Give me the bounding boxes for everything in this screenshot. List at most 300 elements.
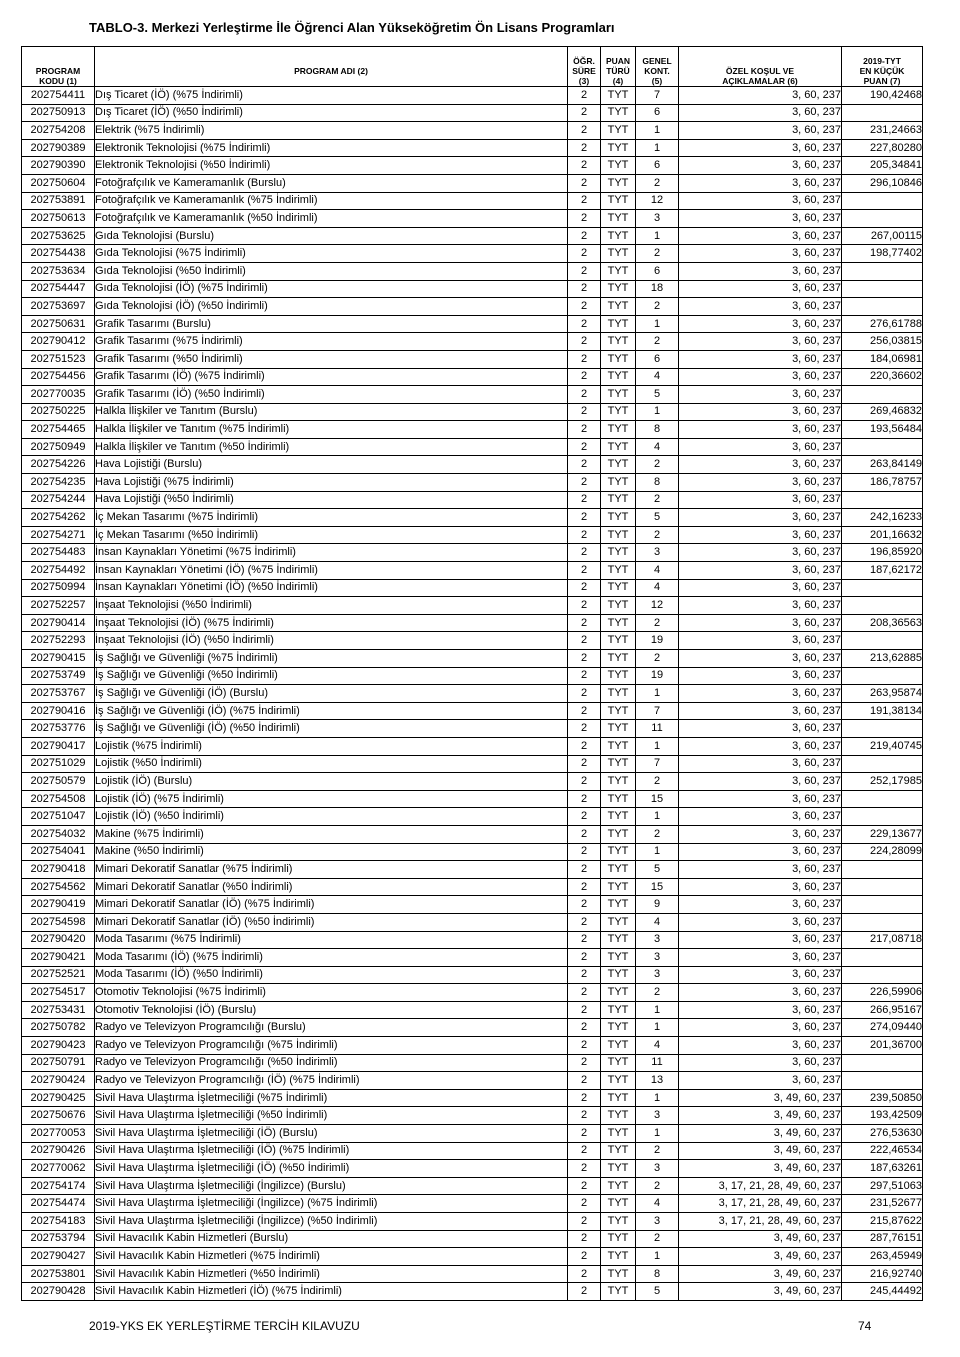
cell-program-code: 202750631 [22, 315, 95, 333]
cell-program-code: 202790418 [22, 861, 95, 879]
cell-duration: 2 [568, 315, 601, 333]
header-special-conditions [679, 47, 842, 87]
cell-program-code: 202752521 [22, 966, 95, 984]
cell-program-code: 202751029 [22, 755, 95, 773]
cell-score-type: TYT [601, 491, 636, 509]
cell-program-code: 202754032 [22, 825, 95, 843]
cell-score-type: TYT [601, 667, 636, 685]
cell-quota: 1 [636, 1089, 679, 1107]
cell-score-type: TYT [601, 1265, 636, 1283]
cell-special-conditions: 3, 60, 237 [679, 755, 842, 773]
cell-duration: 2 [568, 298, 601, 316]
table-row [22, 386, 923, 404]
cell-duration: 2 [568, 790, 601, 808]
cell-duration: 2 [568, 403, 601, 421]
cell-special-conditions: 3, 60, 237 [679, 350, 842, 368]
cell-special-conditions: 3, 60, 237 [679, 843, 842, 861]
cell-special-conditions: 3, 49, 60, 237 [679, 1265, 842, 1283]
cell-score-type: TYT [601, 280, 636, 298]
cell-program-code: 202754483 [22, 544, 95, 562]
table-row [22, 192, 923, 210]
cell-special-conditions: 3, 60, 237 [679, 614, 842, 632]
cell-program-name: Grafik Tasarımı (İÖ) (%75 İndirimli) [95, 368, 568, 386]
cell-program-code: 202754271 [22, 526, 95, 544]
cell-score-type: TYT [601, 562, 636, 580]
cell-quota: 12 [636, 597, 679, 615]
table-row [22, 667, 923, 685]
table-row [22, 808, 923, 826]
cell-quota: 3 [636, 966, 679, 984]
cell-program-code: 202790414 [22, 614, 95, 632]
cell-min-score: 191,38134 [842, 702, 923, 720]
cell-program-code: 202754174 [22, 1177, 95, 1195]
cell-min-score: 296,10846 [842, 174, 923, 192]
table-row [22, 702, 923, 720]
cell-min-score [842, 896, 923, 914]
cell-duration: 2 [568, 825, 601, 843]
cell-quota: 1 [636, 685, 679, 703]
table-row [22, 491, 923, 509]
cell-duration: 2 [568, 157, 601, 175]
cell-min-score: 226,59906 [842, 984, 923, 1002]
cell-program-code: 202754447 [22, 280, 95, 298]
table-row [22, 333, 923, 351]
cell-score-type: TYT [601, 1054, 636, 1072]
cell-min-score: 201,16632 [842, 526, 923, 544]
cell-special-conditions: 3, 60, 237 [679, 526, 842, 544]
cell-special-conditions: 3, 60, 237 [679, 650, 842, 668]
cell-program-code: 202753431 [22, 1001, 95, 1019]
cell-score-type: TYT [601, 861, 636, 879]
cell-min-score: 239,50850 [842, 1089, 923, 1107]
cell-duration: 2 [568, 368, 601, 386]
cell-special-conditions: 3, 60, 237 [679, 245, 842, 263]
cell-special-conditions: 3, 49, 60, 237 [679, 1160, 842, 1178]
cell-special-conditions: 3, 60, 237 [679, 544, 842, 562]
table-row [22, 1089, 923, 1107]
cell-program-code: 202750994 [22, 579, 95, 597]
cell-duration: 2 [568, 421, 601, 439]
cell-min-score: 256,03815 [842, 333, 923, 351]
cell-score-type: TYT [601, 1160, 636, 1178]
cell-duration: 2 [568, 632, 601, 650]
cell-special-conditions: 3, 60, 237 [679, 139, 842, 157]
cell-special-conditions: 3, 60, 237 [679, 1037, 842, 1055]
cell-program-code: 202750782 [22, 1019, 95, 1037]
table-row [22, 1072, 923, 1090]
cell-quota: 1 [636, 139, 679, 157]
cell-program-name: Mimari Dekoratif Sanatlar (%50 İndirimli) [95, 878, 568, 896]
cell-quota: 2 [636, 333, 679, 351]
header-line: KONT. [644, 66, 670, 76]
cell-min-score [842, 491, 923, 509]
table-row [22, 878, 923, 896]
cell-min-score [842, 262, 923, 280]
cell-program-name: Sivil Havacılık Kabin Hizmetleri (İÖ) (%75 İndirimli) [95, 1283, 568, 1301]
cell-duration: 2 [568, 702, 601, 720]
cell-program-name: Hava Lojistiği (%50 İndirimli) [95, 491, 568, 509]
cell-program-code: 202751523 [22, 350, 95, 368]
cell-score-type: TYT [601, 966, 636, 984]
cell-program-name: Gıda Teknolojisi (İÖ) (%50 İndirimli) [95, 298, 568, 316]
cell-program-name: Lojistik (%75 İndirimli) [95, 737, 568, 755]
cell-special-conditions: 3, 17, 21, 28, 49, 60, 237 [679, 1213, 842, 1231]
cell-min-score: 187,63261 [842, 1160, 923, 1178]
cell-score-type: TYT [601, 1037, 636, 1055]
table-row [22, 1142, 923, 1160]
cell-score-type: TYT [601, 650, 636, 668]
cell-program-code: 202770035 [22, 386, 95, 404]
cell-duration: 2 [568, 808, 601, 826]
table-row [22, 227, 923, 245]
cell-quota: 2 [636, 825, 679, 843]
cell-special-conditions: 3, 60, 237 [679, 825, 842, 843]
cell-min-score: 217,08718 [842, 931, 923, 949]
cell-program-name: Sivil Havacılık Kabin Hizmetleri (%50 İndirimli) [95, 1265, 568, 1283]
cell-special-conditions: 3, 60, 237 [679, 333, 842, 351]
cell-special-conditions: 3, 60, 237 [679, 456, 842, 474]
cell-min-score: 196,85920 [842, 544, 923, 562]
cell-quota: 2 [636, 245, 679, 263]
cell-quota: 2 [636, 773, 679, 791]
cell-quota: 6 [636, 262, 679, 280]
table-row [22, 790, 923, 808]
table-row [22, 438, 923, 456]
cell-quota: 3 [636, 210, 679, 228]
cell-program-name: Lojistik (İÖ) (%50 İndirimli) [95, 808, 568, 826]
cell-duration: 2 [568, 667, 601, 685]
cell-score-type: TYT [601, 720, 636, 738]
cell-duration: 2 [568, 984, 601, 1002]
cell-special-conditions: 3, 60, 237 [679, 368, 842, 386]
table-row [22, 298, 923, 316]
cell-duration: 2 [568, 1265, 601, 1283]
cell-program-name: Mimari Dekoratif Sanatlar (İÖ) (%75 İndirimli) [95, 896, 568, 914]
cell-quota: 12 [636, 192, 679, 210]
cell-quota: 1 [636, 843, 679, 861]
cell-duration: 2 [568, 262, 601, 280]
cell-special-conditions: 3, 60, 237 [679, 720, 842, 738]
cell-quota: 3 [636, 1107, 679, 1125]
cell-duration: 2 [568, 386, 601, 404]
cell-program-code: 202750913 [22, 104, 95, 122]
cell-min-score: 267,00115 [842, 227, 923, 245]
cell-min-score [842, 1072, 923, 1090]
header-line: EN KÜÇÜK [859, 66, 905, 76]
cell-program-name: Gıda Teknolojisi (%75 İndirimli) [95, 245, 568, 263]
cell-quota: 6 [636, 157, 679, 175]
table-row [22, 1177, 923, 1195]
cell-special-conditions: 3, 60, 237 [679, 421, 842, 439]
cell-quota: 8 [636, 421, 679, 439]
cell-program-name: Moda Tasarımı (%75 İndirimli) [95, 931, 568, 949]
cell-special-conditions: 3, 60, 237 [679, 896, 842, 914]
table-row [22, 87, 923, 105]
cell-special-conditions: 3, 60, 237 [679, 1019, 842, 1037]
cell-min-score: 231,24663 [842, 122, 923, 140]
cell-program-code: 202750604 [22, 174, 95, 192]
cell-program-code: 202753767 [22, 685, 95, 703]
table-row [22, 1037, 923, 1055]
cell-duration: 2 [568, 597, 601, 615]
cell-min-score: 263,84149 [842, 456, 923, 474]
cell-special-conditions: 3, 49, 60, 237 [679, 1107, 842, 1125]
cell-quota: 5 [636, 1283, 679, 1301]
page-title: TABLO-3. Merkezi Yerleştirme İle Öğrenci Alan Yükseköğretim Ön Lisans Programları [89, 20, 615, 35]
table-row [22, 896, 923, 914]
cell-duration: 2 [568, 280, 601, 298]
cell-quota: 2 [636, 984, 679, 1002]
cell-min-score: 276,61788 [842, 315, 923, 333]
table-row [22, 368, 923, 386]
cell-special-conditions: 3, 60, 237 [679, 403, 842, 421]
cell-score-type: TYT [601, 1125, 636, 1143]
cell-special-conditions: 3, 60, 237 [679, 667, 842, 685]
cell-quota: 4 [636, 913, 679, 931]
cell-quota: 4 [636, 368, 679, 386]
cell-duration: 2 [568, 1230, 601, 1248]
cell-quota: 1 [636, 403, 679, 421]
cell-duration: 2 [568, 1054, 601, 1072]
table-row [22, 966, 923, 984]
cell-quota: 1 [636, 1001, 679, 1019]
cell-program-code: 202790417 [22, 737, 95, 755]
table-row [22, 245, 923, 263]
cell-program-code: 202754598 [22, 913, 95, 931]
header-line: PROGRAM [35, 66, 81, 76]
header-line: PUAN [605, 56, 631, 66]
cell-program-name: Grafik Tasarımı (%50 İndirimli) [95, 350, 568, 368]
table-row [22, 1213, 923, 1231]
header-line: PUAN (7) [863, 76, 901, 86]
cell-program-name: Sivil Hava Ulaştırma İşletmeciliği (İÖ) (%50 İndirimli) [95, 1160, 568, 1178]
cell-duration: 2 [568, 579, 601, 597]
cell-quota: 3 [636, 1213, 679, 1231]
cell-program-code: 202753801 [22, 1265, 95, 1283]
cell-program-name: Lojistik (İÖ) (%75 İndirimli) [95, 790, 568, 808]
header-line: AÇIKLAMALAR (6) [722, 76, 798, 86]
cell-min-score [842, 438, 923, 456]
cell-program-code: 202753625 [22, 227, 95, 245]
cell-special-conditions: 3, 17, 21, 28, 49, 60, 237 [679, 1195, 842, 1213]
cell-program-name: İç Mekan Tasarımı (%75 İndirimli) [95, 509, 568, 527]
cell-program-name: Dış Ticaret (İÖ) (%75 İndirimli) [95, 87, 568, 105]
cell-program-name: Sivil Hava Ulaştırma İşletmeciliği (İngilizce) (%50 İndirimli) [95, 1213, 568, 1231]
cell-special-conditions: 3, 60, 237 [679, 227, 842, 245]
cell-program-code: 202750791 [22, 1054, 95, 1072]
header-program-name [95, 47, 568, 87]
cell-min-score [842, 192, 923, 210]
cell-duration: 2 [568, 861, 601, 879]
cell-score-type: TYT [601, 122, 636, 140]
cell-duration: 2 [568, 350, 601, 368]
table-row [22, 614, 923, 632]
cell-quota: 1 [636, 1248, 679, 1266]
cell-program-code: 202754465 [22, 421, 95, 439]
table-row [22, 720, 923, 738]
cell-program-code: 202753776 [22, 720, 95, 738]
cell-duration: 2 [568, 1160, 601, 1178]
cell-special-conditions: 3, 60, 237 [679, 1054, 842, 1072]
cell-min-score: 274,09440 [842, 1019, 923, 1037]
cell-score-type: TYT [601, 104, 636, 122]
cell-score-type: TYT [601, 421, 636, 439]
cell-program-name: Grafik Tasarımı (Burslu) [95, 315, 568, 333]
table-header-row [22, 47, 923, 87]
cell-special-conditions: 3, 60, 237 [679, 737, 842, 755]
cell-score-type: TYT [601, 685, 636, 703]
cell-duration: 2 [568, 1001, 601, 1019]
cell-min-score: 287,76151 [842, 1230, 923, 1248]
cell-program-code: 202750676 [22, 1107, 95, 1125]
cell-program-code: 202753749 [22, 667, 95, 685]
cell-score-type: TYT [601, 333, 636, 351]
cell-duration: 2 [568, 526, 601, 544]
cell-duration: 2 [568, 245, 601, 263]
cell-score-type: TYT [601, 1107, 636, 1125]
table-row [22, 1283, 923, 1301]
cell-quota: 15 [636, 878, 679, 896]
cell-score-type: TYT [601, 702, 636, 720]
cell-score-type: TYT [601, 896, 636, 914]
cell-min-score: 245,44492 [842, 1283, 923, 1301]
cell-min-score: 215,87622 [842, 1213, 923, 1231]
cell-special-conditions: 3, 60, 237 [679, 262, 842, 280]
cell-score-type: TYT [601, 878, 636, 896]
cell-quota: 5 [636, 386, 679, 404]
cell-duration: 2 [568, 210, 601, 228]
cell-score-type: TYT [601, 509, 636, 527]
table-row [22, 157, 923, 175]
cell-program-code: 202754517 [22, 984, 95, 1002]
cell-program-code: 202753697 [22, 298, 95, 316]
cell-program-code: 202790426 [22, 1142, 95, 1160]
cell-program-name: Mimari Dekoratif Sanatlar (%75 İndirimli) [95, 861, 568, 879]
cell-score-type: TYT [601, 403, 636, 421]
cell-program-code: 202750613 [22, 210, 95, 228]
table-row [22, 984, 923, 1002]
programs-table [21, 46, 923, 1301]
cell-quota: 2 [636, 650, 679, 668]
cell-min-score: 269,46832 [842, 403, 923, 421]
cell-score-type: TYT [601, 210, 636, 228]
cell-quota: 1 [636, 1125, 679, 1143]
cell-program-name: Lojistik (İÖ) (Burslu) [95, 773, 568, 791]
cell-program-name: Sivil Hava Ulaştırma İşletmeciliği (İngilizce) (Burslu) [95, 1177, 568, 1195]
cell-program-name: Radyo ve Televizyon Programcılığı (Burslu) [95, 1019, 568, 1037]
cell-duration: 2 [568, 456, 601, 474]
table-row [22, 913, 923, 931]
cell-duration: 2 [568, 491, 601, 509]
cell-program-name: Hava Lojistiği (%75 İndirimli) [95, 474, 568, 492]
cell-duration: 2 [568, 474, 601, 492]
cell-quota: 3 [636, 949, 679, 967]
cell-score-type: TYT [601, 1142, 636, 1160]
cell-duration: 2 [568, 1213, 601, 1231]
table-row [22, 861, 923, 879]
cell-quota: 4 [636, 579, 679, 597]
cell-score-type: TYT [601, 737, 636, 755]
cell-special-conditions: 3, 60, 237 [679, 702, 842, 720]
cell-min-score: 198,77402 [842, 245, 923, 263]
cell-duration: 2 [568, 122, 601, 140]
cell-special-conditions: 3, 60, 237 [679, 386, 842, 404]
cell-special-conditions: 3, 60, 237 [679, 298, 842, 316]
cell-quota: 2 [636, 174, 679, 192]
table-row [22, 315, 923, 333]
cell-duration: 2 [568, 104, 601, 122]
table-row [22, 509, 923, 527]
cell-quota: 3 [636, 931, 679, 949]
table-row [22, 526, 923, 544]
cell-program-name: İnsan Kaynakları Yönetimi (İÖ) (%75 İndirimli) [95, 562, 568, 580]
header-line: SÜRE [572, 66, 596, 76]
cell-quota: 7 [636, 755, 679, 773]
cell-score-type: TYT [601, 790, 636, 808]
cell-program-name: Halkla İlişkiler ve Tanıtım (%75 İndirimli) [95, 421, 568, 439]
cell-special-conditions: 3, 17, 21, 28, 49, 60, 237 [679, 1177, 842, 1195]
cell-score-type: TYT [601, 227, 636, 245]
cell-score-type: TYT [601, 1089, 636, 1107]
cell-program-name: İnşaat Teknolojisi (%50 İndirimli) [95, 597, 568, 615]
table-row [22, 843, 923, 861]
cell-program-name: Otomotiv Teknolojisi (İÖ) (Burslu) [95, 1001, 568, 1019]
cell-score-type: TYT [601, 157, 636, 175]
cell-score-type: TYT [601, 368, 636, 386]
cell-program-code: 202753634 [22, 262, 95, 280]
cell-program-code: 202751047 [22, 808, 95, 826]
table-row [22, 597, 923, 615]
cell-min-score: 190,42468 [842, 87, 923, 105]
cell-program-name: Radyo ve Televizyon Programcılığı (İÖ) (%75 İndirimli) [95, 1072, 568, 1090]
cell-duration: 2 [568, 1248, 601, 1266]
cell-quota: 19 [636, 667, 679, 685]
table-row [22, 685, 923, 703]
cell-special-conditions: 3, 60, 237 [679, 174, 842, 192]
cell-program-name: Elektronik Teknolojisi (%75 İndirimli) [95, 139, 568, 157]
cell-duration: 2 [568, 1195, 601, 1213]
table-row [22, 421, 923, 439]
cell-program-code: 202754183 [22, 1213, 95, 1231]
cell-program-code: 202790425 [22, 1089, 95, 1107]
page-number: 74 [858, 1319, 872, 1333]
cell-min-score [842, 1054, 923, 1072]
cell-duration: 2 [568, 1019, 601, 1037]
cell-special-conditions: 3, 49, 60, 237 [679, 1125, 842, 1143]
cell-program-code: 202754226 [22, 456, 95, 474]
cell-min-score: 222,46534 [842, 1142, 923, 1160]
cell-min-score: 186,78757 [842, 474, 923, 492]
cell-quota: 2 [636, 1177, 679, 1195]
cell-duration: 2 [568, 737, 601, 755]
cell-special-conditions: 3, 60, 237 [679, 315, 842, 333]
cell-min-score: 213,62885 [842, 650, 923, 668]
cell-quota: 1 [636, 315, 679, 333]
cell-duration: 2 [568, 685, 601, 703]
cell-score-type: TYT [601, 315, 636, 333]
cell-min-score [842, 597, 923, 615]
cell-duration: 2 [568, 562, 601, 580]
table-row [22, 1019, 923, 1037]
cell-program-code: 202750949 [22, 438, 95, 456]
cell-score-type: TYT [601, 386, 636, 404]
cell-score-type: TYT [601, 1001, 636, 1019]
cell-special-conditions: 3, 60, 237 [679, 87, 842, 105]
cell-duration: 2 [568, 843, 601, 861]
cell-min-score: 193,56484 [842, 421, 923, 439]
table-row [22, 931, 923, 949]
cell-quota: 1 [636, 808, 679, 826]
